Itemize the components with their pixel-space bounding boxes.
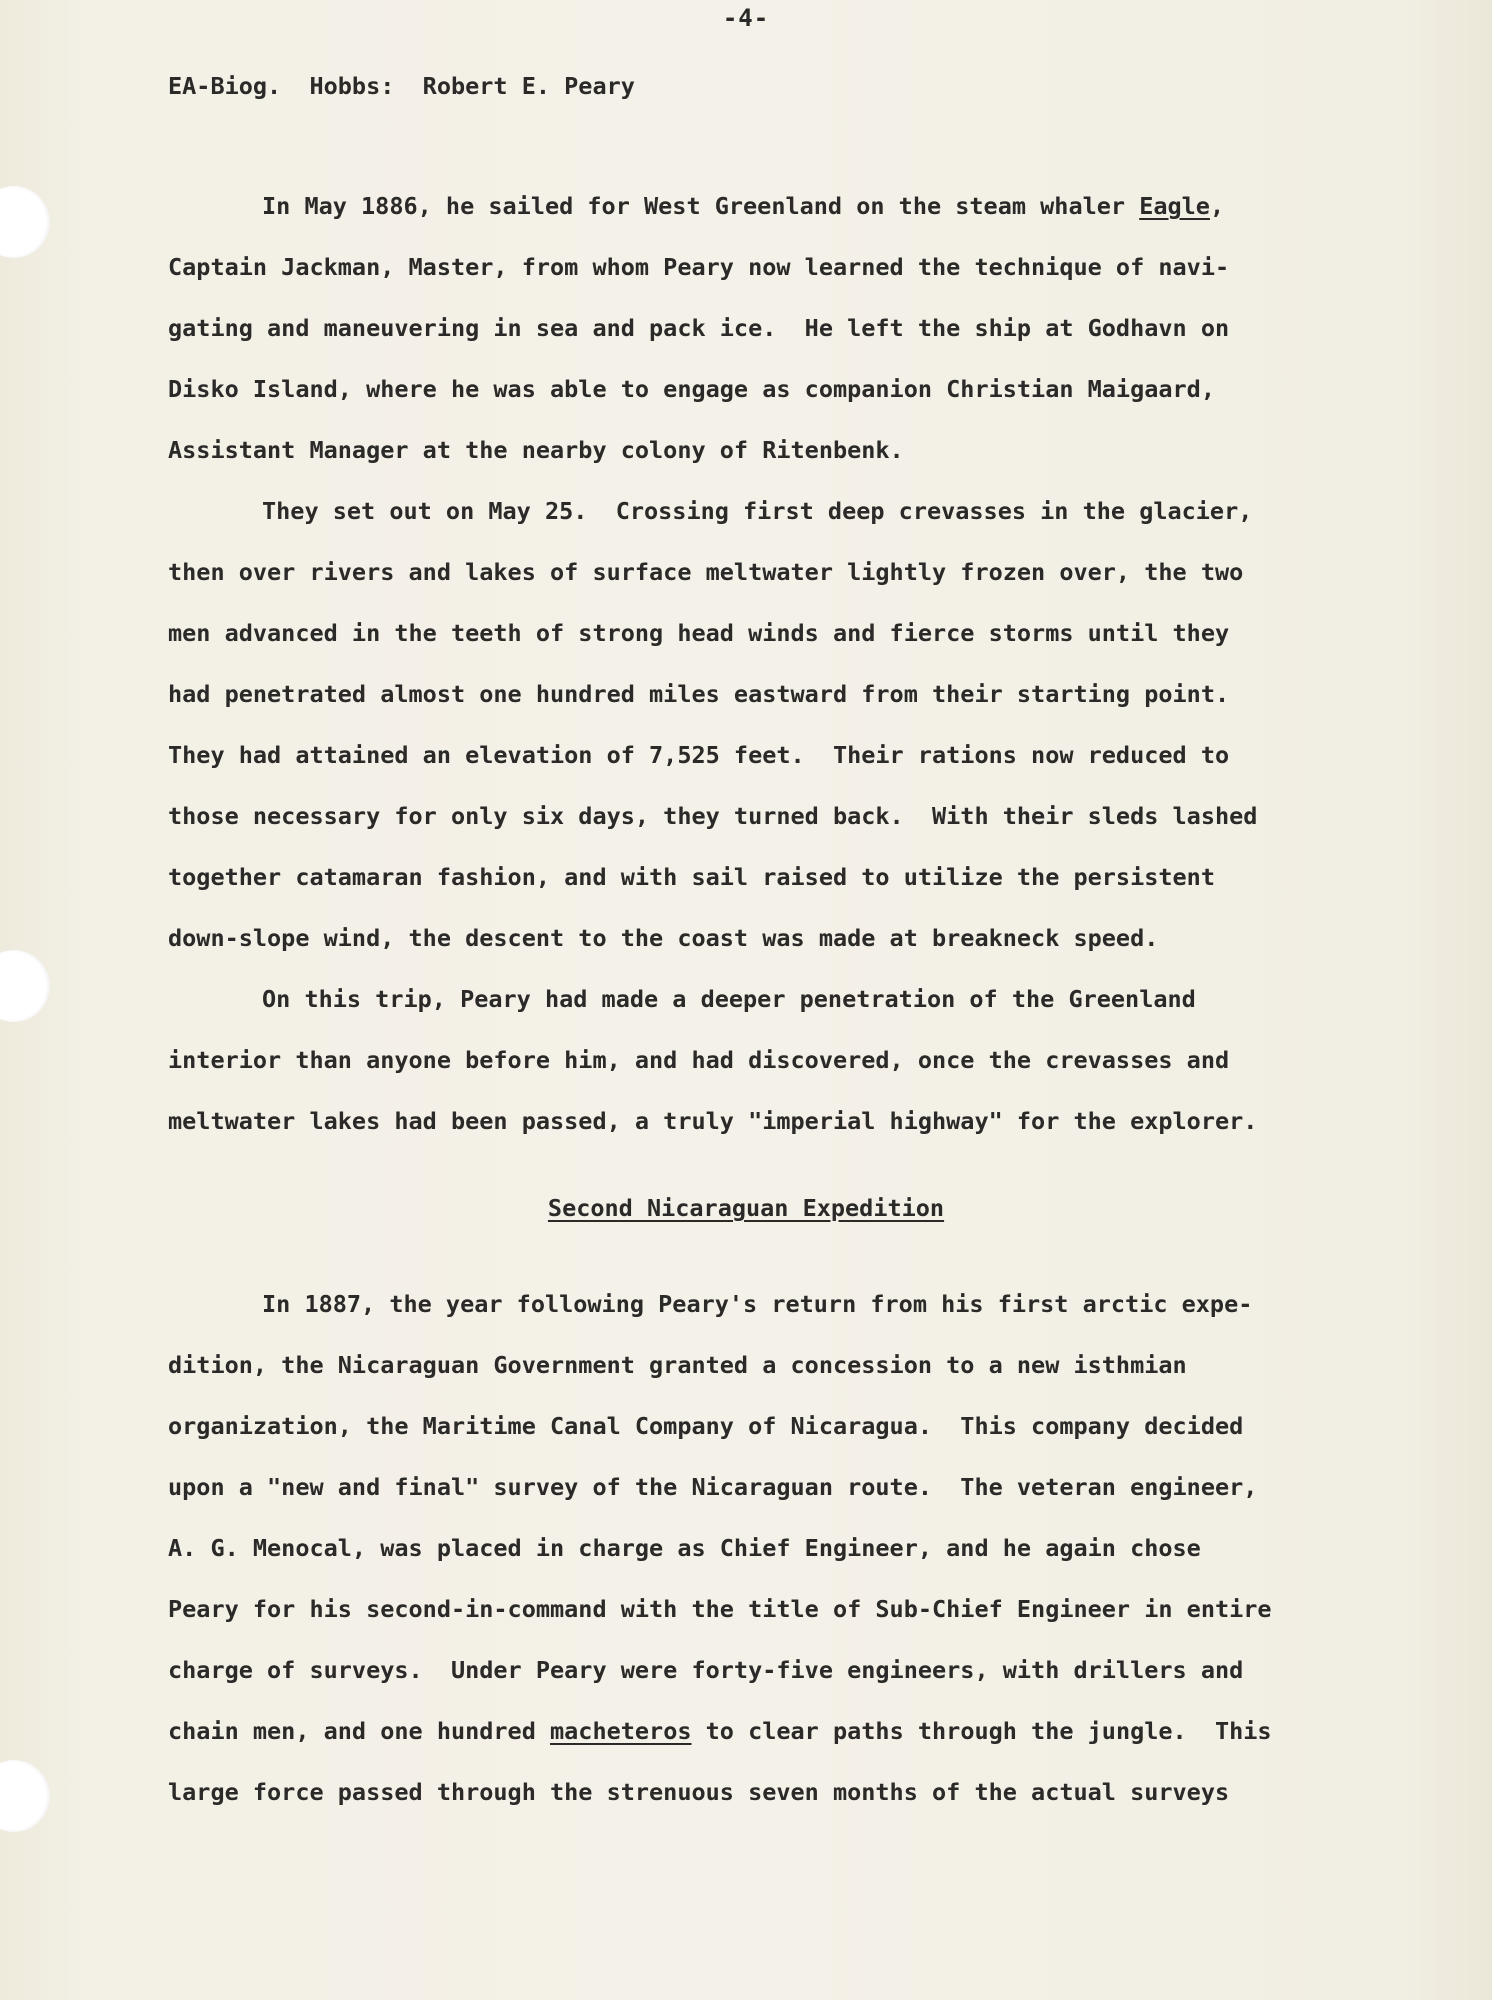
running-head: EA-Biog. Hobbs: Robert E. Peary	[168, 72, 635, 100]
section-heading-text: Second Nicaraguan Expedition	[547, 1194, 945, 1222]
text-line: gating and maneuvering in sea and pack ice. He left the ship at Godhavn on	[168, 314, 1230, 342]
text-line: In 1887, the year following Peary's return from his first arctic expe-	[262, 1290, 1253, 1318]
text-line: Assistant Manager at the nearby colony of Ritenbenk.	[168, 436, 904, 464]
text-line: meltwater lakes had been passed, a truly "imperial highway" for the explorer.	[168, 1107, 1258, 1135]
text-line: upon a "new and final" survey of the Nicaraguan route. The veteran engineer,	[168, 1473, 1258, 1501]
text-line: interior than anyone before him, and had discovered, once the crevasses and	[168, 1046, 1230, 1074]
text-line: large force passed through the strenuous seven months of the actual surveys	[168, 1778, 1230, 1806]
text-line: men advanced in the teeth of strong head winds and fierce storms until they	[168, 619, 1230, 647]
text-run: to clear paths through the jungle. This	[691, 1717, 1272, 1745]
text-run: chain men, and one hundred	[168, 1717, 551, 1745]
text-line: together catamaran fashion, and with sail raised to utilize the persistent	[168, 863, 1215, 891]
text-line: those necessary for only six days, they turned back. With their sleds lashed	[168, 802, 1258, 830]
text-line: then over rivers and lakes of surface meltwater lightly frozen over, the two	[168, 558, 1244, 586]
text-line: They set out on May 25. Crossing first deep crevasses in the glacier,	[262, 497, 1253, 525]
text-line: A. G. Menocal, was placed in charge as Chief Engineer, and he again chose	[168, 1534, 1201, 1562]
text-line: They had attained an elevation of 7,525 feet. Their rations now reduced to	[168, 741, 1230, 769]
text-line: Disko Island, where he was able to engage as companion Christian Maigaard,	[168, 375, 1215, 403]
text-line: down-slope wind, the descent to the coast was made at breakneck speed.	[168, 924, 1159, 952]
text-line: had penetrated almost one hundred miles eastward from their starting point.	[168, 680, 1230, 708]
text-line: organization, the Maritime Canal Company of Nicaragua. This company decided	[168, 1412, 1244, 1440]
text-line: dition, the Nicaraguan Government granted a concession to a new isthmian	[168, 1351, 1187, 1379]
ship-name: Eagle	[1139, 192, 1210, 220]
text-line: Peary for his second-in-command with the title of Sub-Chief Engineer in entire	[168, 1595, 1272, 1623]
machete-word: macheteros	[550, 1717, 692, 1745]
text-line: On this trip, Peary had made a deeper penetration of the Greenland	[262, 985, 1196, 1013]
text-run: In May 1886, he sailed for West Greenland on the steam whaler	[262, 192, 1140, 220]
text-run: ,	[1209, 192, 1225, 220]
page-number: -4-	[722, 4, 770, 32]
text-line: charge of surveys. Under Peary were forty-five engineers, with drillers and	[168, 1656, 1244, 1684]
text-line	[168, 1716, 1272, 1746]
text-line: Captain Jackman, Master, from whom Peary now learned the technique of navi-	[168, 253, 1230, 281]
section-heading	[0, 1194, 1492, 1222]
text-line	[262, 191, 1224, 221]
